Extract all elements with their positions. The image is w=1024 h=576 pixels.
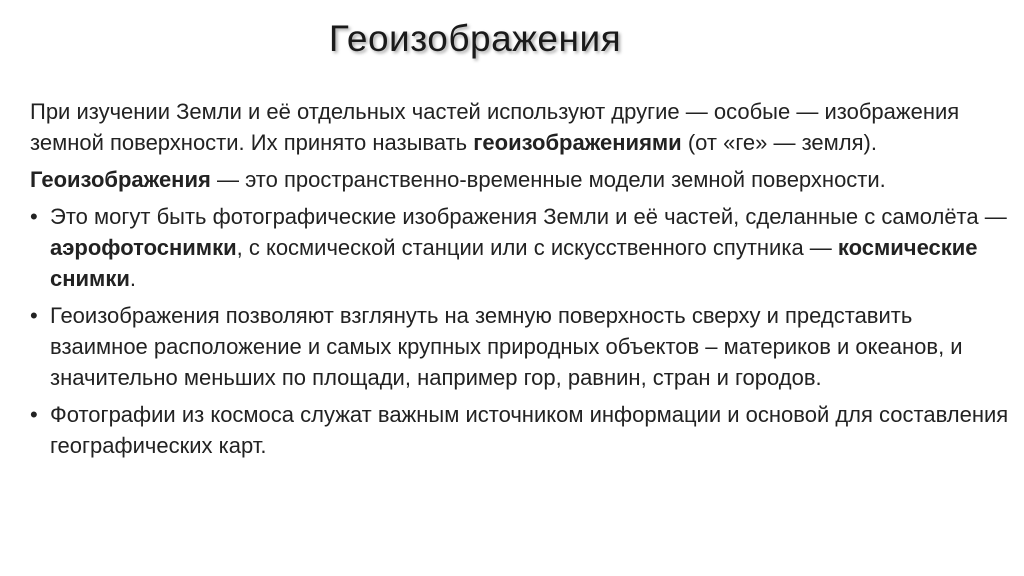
bullet-list [30,201,1010,461]
list-item [30,201,1010,294]
list-item [30,300,1010,393]
definition-term: Геоизображения [30,167,211,192]
slide-title: Геоизображения [328,18,622,59]
bullet-icon: • [30,402,38,427]
list-item [30,399,1010,461]
intro-paragraph [30,96,1010,158]
bullet-2-text: Геоизображения позволяют взглянуть на земную поверхность сверху и представить взаимное расположение и самых крупных природных объектов – материков и океанов, и значительно меньших по площади, например гор, равнин, стран и городов. [50,303,963,390]
intro-text-1: При изучении Земли и её отдельных частей используют другие — особые — изображения земной поверхности. Их принято называть [30,99,960,155]
definition-text: — это пространственно-временные модели земной поверхности. [210,167,886,192]
bullet-icon: • [30,303,38,328]
intro-text-2: (от «ге» — земля). [681,130,877,155]
bullet-3-text: Фотографии из космоса служат важным источником информации и основой для составления географических карт. [50,402,1009,458]
bullet-1-text-2: , с космической станции или с искусственного спутника — [236,235,838,260]
bullet-1-term-space-images: космические снимки [50,235,978,291]
bullet-1-text-1: Это могут быть фотографические изображения Земли и её частей, сделанные с самолёта — [50,204,1007,229]
bullet-icon: • [30,204,38,229]
definition-paragraph [30,164,1010,195]
slide-body [30,96,1010,467]
bullet-1-term-aerial-photos: аэрофотоснимки [50,235,237,260]
intro-term-geoimages: геоизображениями [473,130,682,155]
bullet-1-text-3: . [129,266,136,291]
